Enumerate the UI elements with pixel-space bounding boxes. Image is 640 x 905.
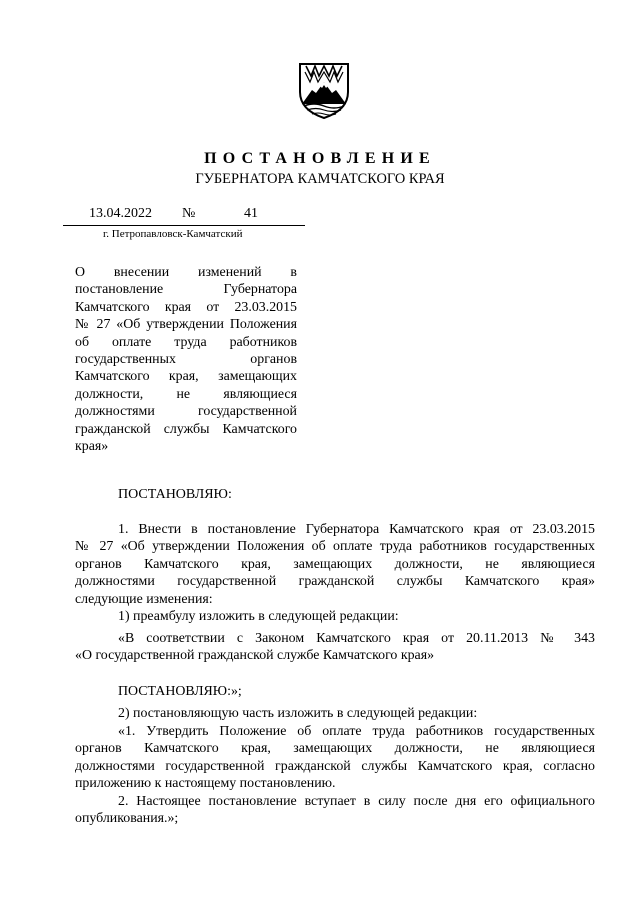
paragraph-line: органов Камчатского края, замещающих должности, не являющиеся <box>75 556 595 572</box>
paragraph-1 <box>75 521 595 608</box>
subject-line: № 27 «Об утверждении Положения <box>75 317 297 333</box>
paragraph-2 <box>75 608 595 625</box>
paragraph-line: № 27 «Об утверждении Положения об оплате труда работников государственных <box>75 539 595 555</box>
document-place: г. Петропавловск-Камчатский <box>103 228 243 240</box>
document-subtitle: ГУБЕРНАТОРА КАМЧАТСКОГО КРАЯ <box>195 171 445 187</box>
paragraph-line: ПОСТАНОВЛЯЮ:»; <box>118 684 242 699</box>
number-sign: № <box>182 206 196 221</box>
paragraph-line: приложению к настоящему постановлению. <box>75 776 336 792</box>
kamchatka-coat-of-arms-icon <box>298 62 350 120</box>
paragraph-7 <box>75 793 595 828</box>
paragraph-line: должностями государственной гражданской службы Камчатского края» <box>75 574 595 590</box>
paragraph-3 <box>75 630 595 665</box>
paragraph-line: опубликования.»; <box>75 811 179 827</box>
paragraph-line: органов Камчатского края, замещающих должности, не являющиеся <box>75 741 595 757</box>
paragraph-line: следующие изменения: <box>75 591 213 607</box>
paragraph-line: 1) преамбулу изложить в следующей редакции: <box>118 609 399 624</box>
paragraph-5 <box>75 705 595 722</box>
paragraph-4 <box>75 683 595 700</box>
paragraph-line: 2) постановляющую часть изложить в следующей редакции: <box>118 706 478 721</box>
paragraph-line: 1. Внести в постановление Губернатора Камчатского края от 23.03.2015 <box>118 522 595 537</box>
paragraph-6 <box>75 723 595 793</box>
paragraph-line: должностями государственной гражданской службы Камчатского края, согласно <box>75 758 595 774</box>
decree-heading: ПОСТАНОВЛЯЮ: <box>118 487 232 502</box>
document-subject <box>75 264 297 455</box>
subject-line: гражданской службы Камчатского <box>75 421 297 437</box>
subject-line: Камчатского края, замещающих <box>75 369 297 385</box>
subject-line: края» <box>75 438 109 454</box>
paragraph-line: 2. Настоящее постановление вступает в силу после дня его официального <box>118 794 595 809</box>
subject-line: государственных органов <box>75 351 297 367</box>
document-number: 41 <box>244 206 258 221</box>
subject-line: Камчатского края от 23.03.2015 <box>75 299 297 315</box>
date-number-underline <box>63 225 305 226</box>
subject-line: постановление Губернатора <box>75 282 297 298</box>
subject-line: должностями государственной <box>75 404 297 420</box>
subject-line: должности, не являющиеся <box>75 386 297 402</box>
subject-line: О внесении изменений в <box>75 265 297 280</box>
paragraph-line: «В соответствии с Законом Камчатского края от 20.11.2013 № 343 <box>118 631 595 646</box>
paragraph-line: «О государственной гражданской службе Камчатского края» <box>75 648 435 664</box>
document-date: 13.04.2022 <box>89 206 152 221</box>
document-title: ПОСТАНОВЛЕНИЕ <box>204 150 436 167</box>
paragraph-line: «1. Утвердить Положение об оплате труда работников государственных <box>118 724 595 739</box>
subject-line: об оплате труда работников <box>75 334 297 350</box>
